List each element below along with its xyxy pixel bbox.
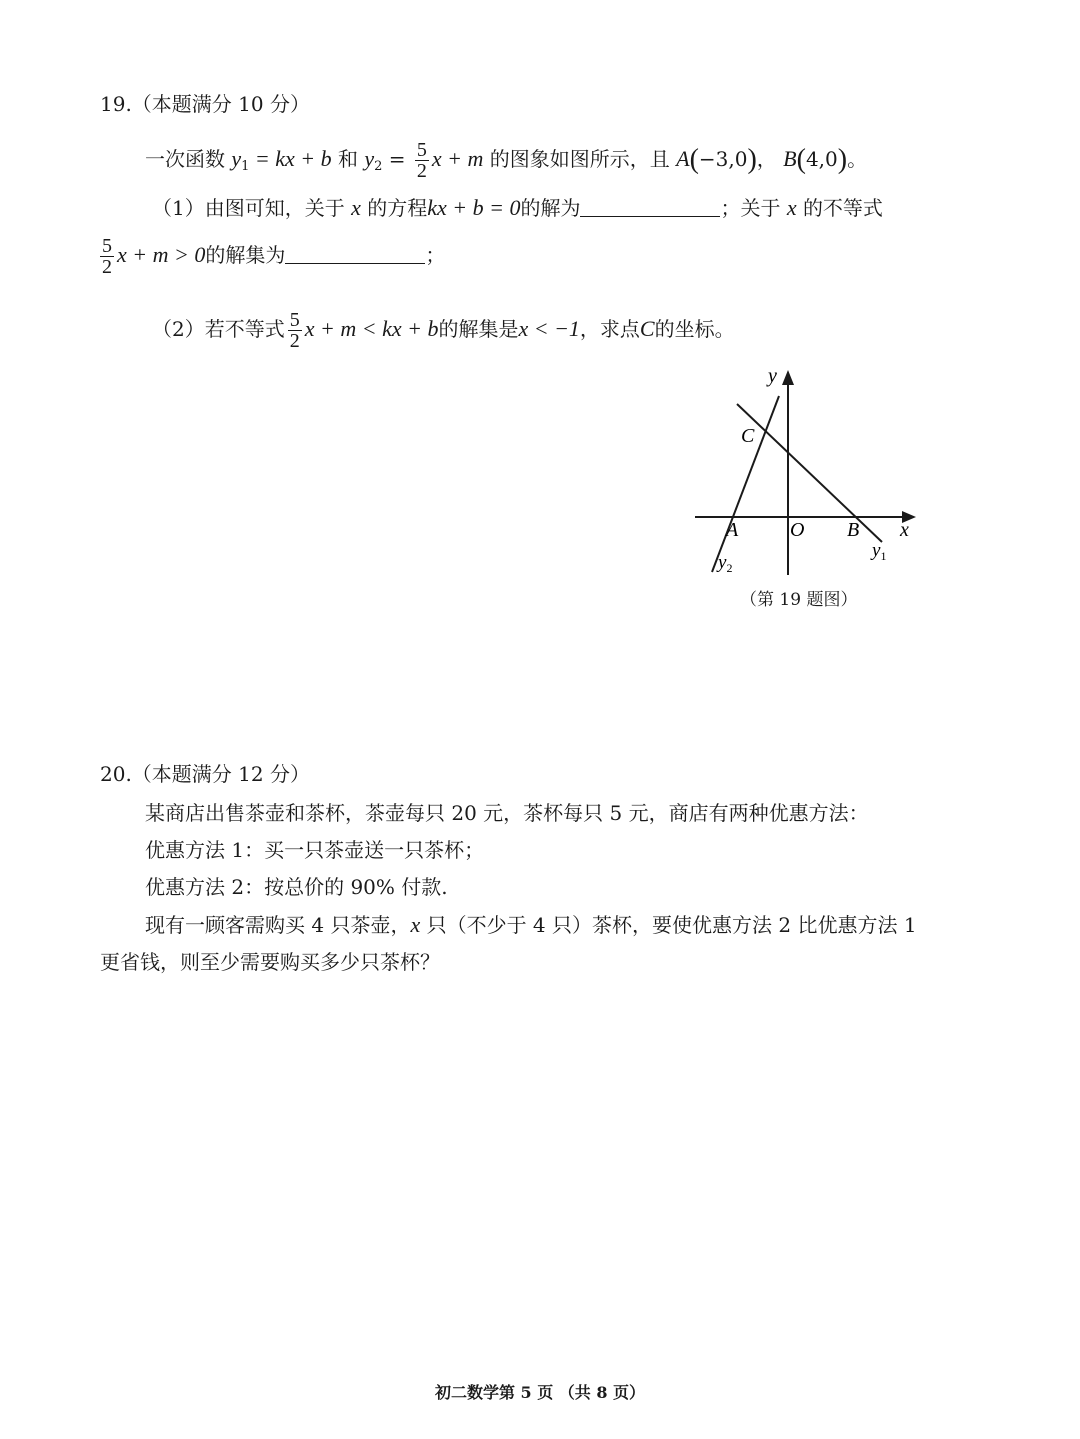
q20-line2: 优惠方法 1：买一只茶壶送一只茶杯； <box>145 838 485 862</box>
q19-figure <box>680 360 940 620</box>
axis-label-y: y <box>768 365 777 387</box>
q19-heading: 19.（本题满分 10 分） <box>100 92 310 116</box>
fraction-5-2: $\frac{5}{2}$ <box>289 309 300 352</box>
fraction-5-2: $\frac{5}{2}$ <box>102 235 112 278</box>
line-y2 <box>712 396 779 572</box>
point-c-label: C <box>741 425 755 447</box>
q19-intro: 一次函数 $y_1$ = kx + b 和 $y_2$ = $\frac{5}{2}$ x + m 的图象如图所示，且 A(−3,0)， B(4,0)。 <box>145 139 868 182</box>
q19-part2: （2）若不等式 $\frac{5}{2}$ x + m < kx + b的解集是x < −1，求点C的坐标。 <box>152 309 735 352</box>
line-y2-label: $y_2$ <box>718 552 733 575</box>
q20-line3: 优惠方法 2：按总价的 90% 付款. <box>145 875 448 899</box>
line-y1 <box>737 404 882 542</box>
line-y1-label: $y_1$ <box>872 540 887 563</box>
point-a-label: A <box>726 519 739 541</box>
q20-line5: 更省钱，则至少需要购买多少只茶杯？ <box>100 950 440 974</box>
answer-blank-1[interactable] <box>580 194 720 217</box>
q20-line1: 某商店出售茶壶和茶杯，茶壶每只 20 元，茶杯每只 5 元，商店有两种优惠方法： <box>145 801 869 825</box>
axis-label-x: x <box>900 519 909 541</box>
q20-heading: 20.（本题满分 12 分） <box>100 762 310 786</box>
q19-part1-line2: $\frac{5}{2}$ x + m > 0的解集为 ； <box>102 235 446 278</box>
answer-blank-2[interactable] <box>285 241 425 264</box>
point-b-label: B <box>847 519 860 541</box>
q20-line4: 现有一顾客需购买 4 只茶壶，x 只（不少于 4 只）茶杯，要使优惠方法 2 比优惠方法 1 <box>145 912 917 937</box>
origin-label: O <box>790 519 805 541</box>
figure-caption: （第 19 题图） <box>740 590 858 610</box>
q19-part1-line1: （1）由图可知，关于 x 的方程kx + b = 0的解为 ；关于 x 的不等式 <box>152 195 883 220</box>
y-axis-arrow-icon <box>782 370 794 385</box>
fraction-5-2: $\frac{5}{2}$ <box>416 139 427 182</box>
page-footer: 初二数学第 5 页 （共 8 页） <box>434 1383 646 1402</box>
